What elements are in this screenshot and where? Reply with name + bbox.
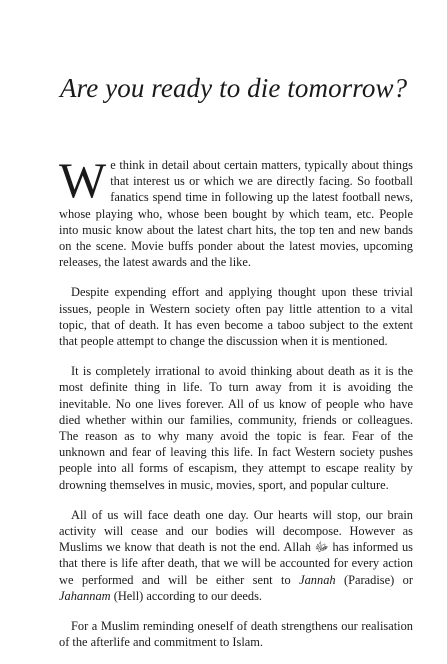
paragraph-4-text-c: (Paradise) or — [335, 572, 413, 587]
paragraph-4-text-d: (Hell) according to our deeds. — [110, 588, 263, 603]
chapter-body — [59, 152, 413, 664]
term-jannah: Jannah — [299, 572, 336, 587]
paragraph-5: For a Muslim reminding oneself of death strengthens our realisation of the afterlife and commitment to Islam. — [59, 619, 413, 650]
drop-cap: W — [59, 152, 107, 208]
paragraph-4 — [59, 507, 413, 604]
paragraph-1-text: e think in detail about certain matters, typically about things that interest us or which we are directly facing. So football fanatics spend time in following up the latest football news, whose playing who, whose been bought by which team, etc. People into music know about the latest chart hits, the top ten and new bands on the scene. Movie buffs ponder about the latest movies, upcoming releases, the latest awards and the like. — [59, 158, 413, 270]
paragraph-2: Despite expending effort and applying thought upon these trivial issues, people in Western society often pay little attention to a vital topic, that of death. It has even become a taboo subject to the extent that people attempt to change the discussion when it is mentioned. — [59, 285, 413, 349]
term-jahannam: Jahannam — [59, 588, 111, 603]
paragraph-3: It is completely irrational to avoid thinking about death as it is the most definite thing in life. To turn away from it is avoiding the inevitable. No one lives forever. All of us know of people who have died whether within our families, community, friends or colleagues. The reason as to why many avoid the topic is fear. Fear of the unknown and fear of leaving this life. In fact Western society pushes people into all forms of escapism, they attempt to escape reality by drowning themselves in music, movies, sport, and popular culture. — [59, 364, 413, 492]
paragraph-4-text-a: All of us will face death one day. Our hearts will stop, our brain activity will cease and our bodies will decompose. However as Muslims we know that death is not the end. Allah — [59, 507, 413, 555]
paragraph-4-text-b: has informed us that there is life after death, that we will be accounted for every action we performed and will be either sent to — [59, 540, 413, 587]
honorific-glyph: ﷻ — [314, 540, 329, 555]
chapter-title: Are you ready to die tomorrow? — [60, 73, 408, 103]
paragraph-1 — [59, 152, 413, 270]
